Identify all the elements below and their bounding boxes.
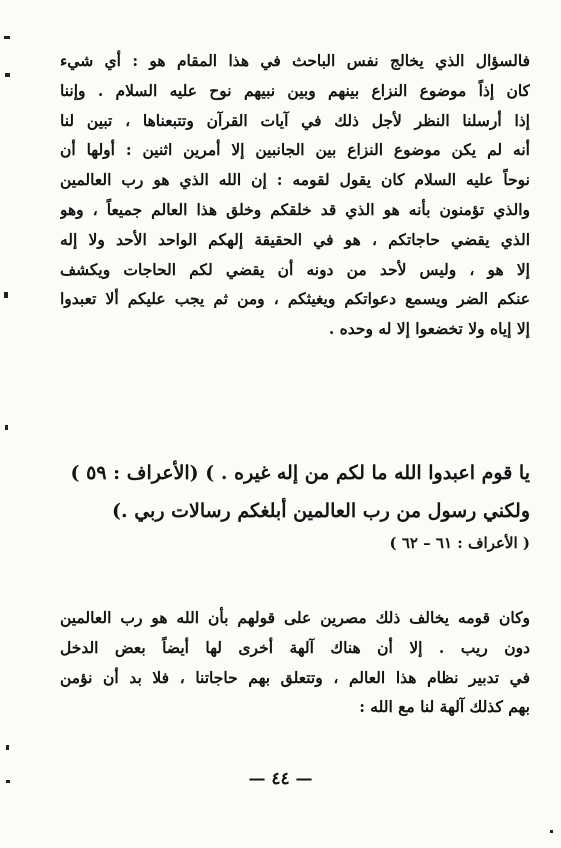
text-line: نوحاً عليه السلام كان يقول لقومه : إن الله الذي هو رب العالمين [60,170,530,190]
text-line: عنكم الضر ويسمع دعواتكم ويغيثكم ، ومن ثم يجب عليكم ألا تعبدوا [60,289,530,309]
text-line: دون ريب . إلا أن هناك آلهة أخرى لها أيضاً بعض الدخل [60,637,530,657]
paragraph-2 [60,603,530,722]
text-line: وكان قومه يخالف ذلك مصرين على قولهم بأن الله هو رب العالمين [60,608,530,627]
page-number: — ٤٤ — [248,769,313,789]
margin-mark [4,292,8,298]
margin-mark [5,73,10,77]
text-line: أنه لم يكن موضوع النزاع بين الجانبين إلا أمرين اثنين : أولها أن [60,140,530,160]
margin-mark [5,425,8,430]
verse-line: يا قوم اعبدوا الله ما لكم من إله غيره . ) (الأعراف : ٥٩ ) [70,462,530,484]
text-line: في تدبير نظام هذا العالم ، وتتعلق بهم حاجاتنا ، فلا بد أن نؤمن [60,667,530,687]
margin-mark [6,745,9,750]
text-line: الذي يقضي حاجاتكم ، هو في الحقيقة إلهكم الواحد الأحد ولا إله [60,229,530,249]
margin-mark [4,36,10,39]
verse-reference: ( الأعراف : ٦١ – ٦٢ ) [389,534,530,552]
verse-line: ولكني رسول من رب العالمين أبلغكم رسالات ربي .) [111,500,530,522]
paragraph-1 [60,46,530,344]
text-line: بهم كذلك آلهة لنا مع الله : [359,697,530,717]
text-line: إلا إياه ولا تخضعوا إلا له وحده . [328,319,530,339]
margin-mark [550,830,553,833]
text-line: إذا أرسلنا النظر لأجل ذلك في آيات القرآن وتتبعناها ، تبين لنا [60,110,530,130]
text-line: كان إذاً موضوع النزاع بينهم وبين نبيهم نوح عليه السلام . وإننا [60,80,530,100]
text-line: والذي تؤمنون بأنه هو الذي قد خلقكم وخلق هذا العالم جميعاً ، وهو [60,199,530,219]
text-line: إلا هو ، وليس لأحد من دونه أن يقضي لكم الحاجات ويكشف [60,259,530,279]
quran-verses [60,454,530,556]
text-line: فالسؤال الذي يخالج نفس الباحث في هذا المقام هو : أي شيء [60,51,530,70]
